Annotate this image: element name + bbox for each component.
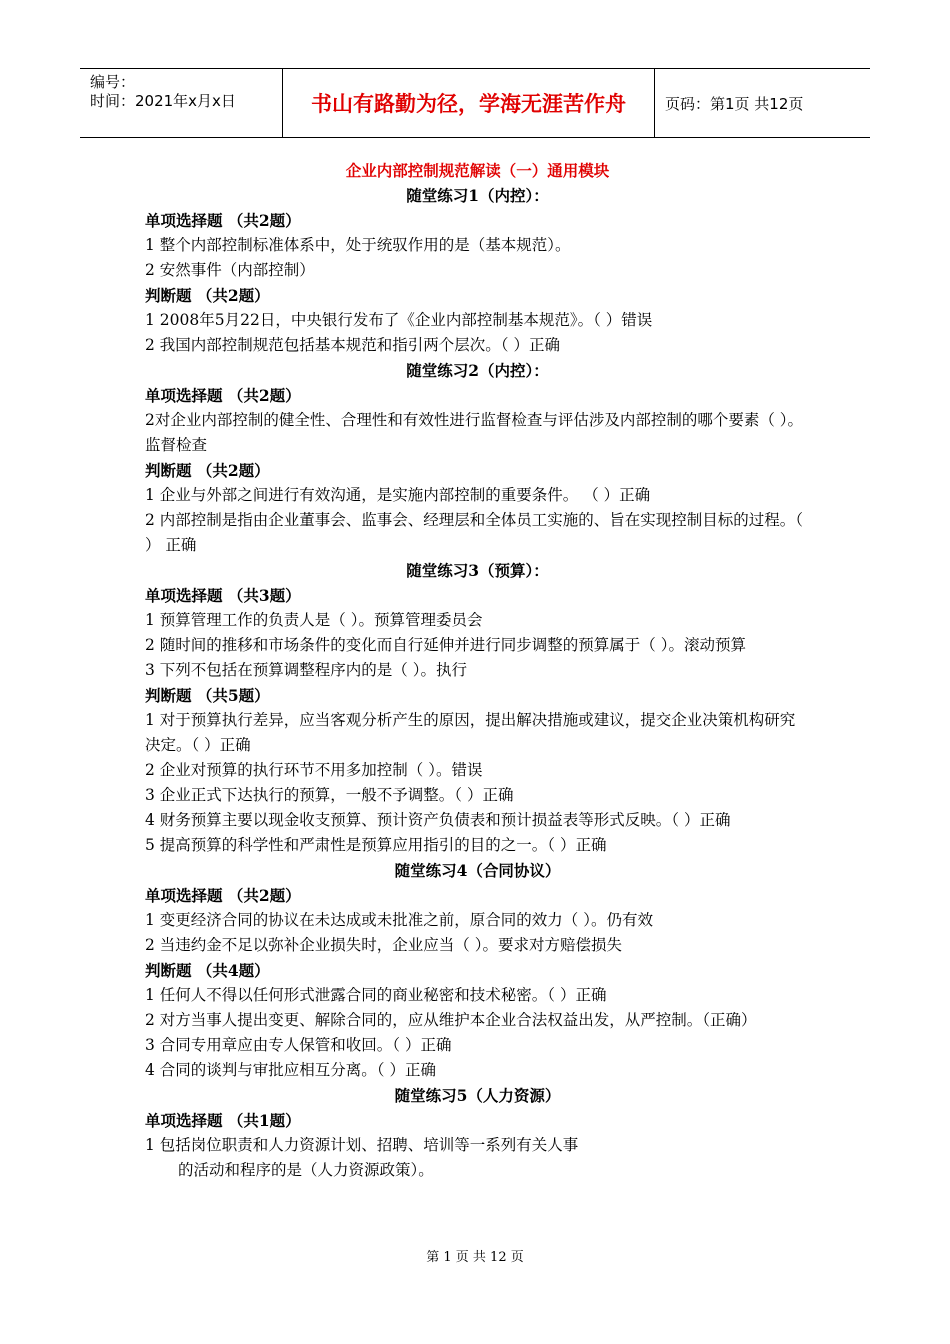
header-meta-cell bbox=[80, 69, 283, 137]
question-group-heading: 判断题 （共2题） bbox=[145, 286, 270, 305]
question-item: 3 下列不包括在预算调整程序内的是（ ）。执行 bbox=[145, 661, 467, 679]
document-body bbox=[145, 158, 810, 1183]
doc-number-label: 编号： bbox=[90, 73, 136, 91]
question-item: 2 我国内部控制规范包括基本规范和指引两个层次。（ ）正确 bbox=[145, 336, 560, 354]
question-item: 5 提高预算的科学性和严肃性是预算应用指引的目的之一。（ ）正确 bbox=[145, 836, 607, 854]
section-title: 随堂练习3（预算）： bbox=[406, 561, 549, 580]
section-title: 随堂练习2（内控）： bbox=[406, 361, 549, 380]
header-motto: 书山有路勤为径，学海无涯苦作舟 bbox=[283, 69, 655, 137]
question-item: 3 合同专用章应由专人保管和收回。（ ）正确 bbox=[145, 1036, 452, 1054]
question-item: 2 当违约金不足以弥补企业损失时，企业应当（ ）。要求对方赔偿损失 bbox=[145, 936, 622, 954]
question-item: 2 对方当事人提出变更、解除合同的，应从维护本企业合法权益出发，从严控制。（正确） bbox=[145, 1011, 757, 1029]
question-item: 4 财务预算主要以现金收支预算、预计资产负债表和预计损益表等形式反映。（ ）正确 bbox=[145, 811, 731, 829]
document-title: 企业内部控制规范解读（一）通用模块 bbox=[345, 161, 610, 180]
question-item: 1 包括岗位职责和人力资源计划、招聘、培训等一系列有关人事 bbox=[145, 1136, 579, 1154]
question-group-heading: 判断题 （共5题） bbox=[145, 686, 270, 705]
question-item: 1 任何人不得以任何形式泄露合同的商业秘密和技术秘密。（ ）正确 bbox=[145, 986, 607, 1004]
question-item: 2 内部控制是指由企业董事会、监事会、经理层和全体员工实施的、旨在实现控制目标的过程。（ ） 正确 bbox=[145, 511, 804, 554]
question-group-heading: 单项选择题 （共1题） bbox=[145, 1111, 301, 1130]
question-item: 1 对于预算执行差异，应当客观分析产生的原因，提出解决措施或建议，提交企业决策机构研究决定。（ ）正确 bbox=[145, 711, 796, 754]
question-group-heading: 判断题 （共4题） bbox=[145, 961, 270, 980]
section-title: 随堂练习5（人力资源） bbox=[394, 1086, 561, 1105]
page-header bbox=[80, 68, 870, 138]
section-title: 随堂练习4（合同协议） bbox=[394, 861, 561, 880]
header-page-info: 页码：第1页 共12页 bbox=[665, 94, 804, 113]
question-group-heading: 单项选择题 （共2题） bbox=[145, 386, 301, 405]
question-group-heading: 单项选择题 （共3题） bbox=[145, 586, 301, 605]
question-group-heading: 单项选择题 （共2题） bbox=[145, 211, 301, 230]
question-item: 1 2008年5月22日，中央银行发布了《企业内部控制基本规范》。（ ）错误 bbox=[145, 311, 653, 329]
question-item: 2 安然事件（内部控制） bbox=[145, 261, 315, 279]
question-group-heading: 判断题 （共2题） bbox=[145, 461, 270, 480]
question-item: 1 整个内部控制标准体系中，处于统驭作用的是（基本规范）。 bbox=[145, 236, 571, 254]
question-item: 2 企业对预算的执行环节不用多加控制（ ）。错误 bbox=[145, 761, 483, 779]
question-item: 2 随时间的推移和市场条件的变化而自行延伸并进行同步调整的预算属于（ ）。滚动预算 bbox=[145, 636, 746, 654]
question-item: 4 合同的谈判与审批应相互分离。（ ）正确 bbox=[145, 1061, 436, 1079]
section-title: 随堂练习1（内控）： bbox=[406, 186, 549, 205]
question-item: 3 企业正式下达执行的预算，一般不予调整。（ ）正确 bbox=[145, 786, 514, 804]
question-item: 1 预算管理工作的负责人是（ ）。预算管理委员会 bbox=[145, 611, 483, 629]
question-item: 1 企业与外部之间进行有效沟通，是实施内部控制的重要条件。 （ ）正确 bbox=[145, 486, 651, 504]
question-item: 1 变更经济合同的协议在未达成或未批准之前，原合同的效力（ ）。仍有效 bbox=[145, 911, 653, 929]
doc-time-label: 时间：2021年x月x日 bbox=[90, 92, 236, 110]
question-group-heading: 单项选择题 （共2题） bbox=[145, 886, 301, 905]
question-item-continuation: 的活动和程序的是（人力资源政策）。 bbox=[178, 1161, 434, 1179]
question-item: 2对企业内部控制的健全性、合理性和有效性进行监督检查与评估涉及内部控制的哪个要素（ ）。监督检查 bbox=[145, 411, 804, 454]
page-footer: 第 1 页 共 12 页 bbox=[426, 1250, 524, 1265]
